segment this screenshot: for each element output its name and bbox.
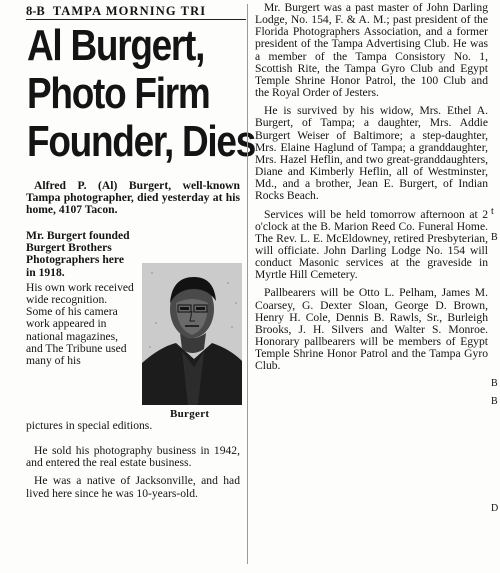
lead-paragraph	[26, 180, 240, 217]
left-bottom-text	[26, 445, 240, 506]
edge-letters	[491, 0, 500, 573]
business-paragraph: He sold his photography business in 1942, and entered the real estate business.	[26, 444, 240, 470]
portrait-photo	[142, 263, 242, 405]
right-column	[255, 2, 488, 379]
services-paragraph: Services will be held tomorrow afternoon at 2 o'clock at the B. Marion Reed Co. Funeral Home. The Rev. L. E. McEldowney, retired Presbyterian, will officiate. John Darling Lodge No. 154 will conduct Masonic services at the graveside in Myrtle Hill Cemetery.	[255, 207, 488, 282]
headline-line-3: Founder, Dies	[27, 117, 256, 166]
edge-letter: B	[491, 232, 498, 243]
headline	[27, 21, 256, 166]
edge-letter: D	[491, 503, 499, 514]
column-rule	[247, 4, 248, 564]
edge-letter: t	[491, 206, 494, 217]
masthead-rule	[26, 19, 246, 20]
pallbearers-paragraph: Pallbearers will be Otto L. Pelham, James M. Coarsey, G. Dexter Sloan, George D. Brown, Henry H. Cole, Dennis B. Rawls, Sr., Burleigh Brooks, J. H. Silvers and Walter S. Monroe. Honorary pallbearers will be members of Egypt Temple Shrine Honor Patrol and the Tampa Gyro Club.	[255, 286, 488, 373]
edge-letter: B	[491, 378, 498, 389]
founding-paragraph: Mr. Burgert founded Burgert Brothers Photographers here in 1918.	[26, 229, 130, 279]
photo-caption: Burgert	[170, 408, 210, 420]
wrapped-text-column	[26, 230, 136, 370]
native-paragraph: He was a native of Jacksonville, and had lived here since he was 10-years-old.	[26, 474, 240, 500]
lead-text: Alfred P. (Al) Burgert, well-known Tampa photographer, died yesterday at his home, 4107 Tacon.	[26, 179, 240, 217]
survivors-paragraph: He is survived by his widow, Mrs. Ethel A. Burgert, of Tampa; a daughter, Mrs. Addie Burgert Weiser of Baltimore; a step-daughter, Mrs. Elaine Haglund of Tampa; a granddaughter, Mrs. Hazel Heflin, and two great-granddaughters, Diane and Kimberly Heflin, all of Westminster, Md., and a brother, Jean E. Burgert, of Indian Rocks Beach.	[255, 104, 488, 203]
special-editions-line: pictures in special editions.	[26, 419, 153, 432]
newspaper-name: TAMPA MORNING TRI	[52, 4, 207, 18]
headline-line-2: Photo Firm	[27, 69, 210, 118]
masthead	[26, 4, 246, 18]
portrait-image	[142, 263, 242, 405]
lodge-paragraph: Mr. Burgert was a past master of John Darling Lodge, No. 154, F. & A. M.; past president of the Florida Photographers Association, and a former president of the Tampa Advertising Club. He was a member of the Tampa Consistory No. 1, Scottish Rite, the Tampa Gyro Club and Egypt Temple Shrine Honor Patrol, the 100 Club and the Royal Order of Jesters.	[255, 1, 488, 100]
recognition-paragraph: His own work received wide recognition. Some of his camera work appeared in national magazines, and The Tribune used many of his	[26, 280, 134, 368]
edge-letter: B	[491, 396, 498, 407]
page-number: 8-B	[26, 4, 45, 18]
headline-line-1: Al Burgert,	[27, 21, 205, 70]
